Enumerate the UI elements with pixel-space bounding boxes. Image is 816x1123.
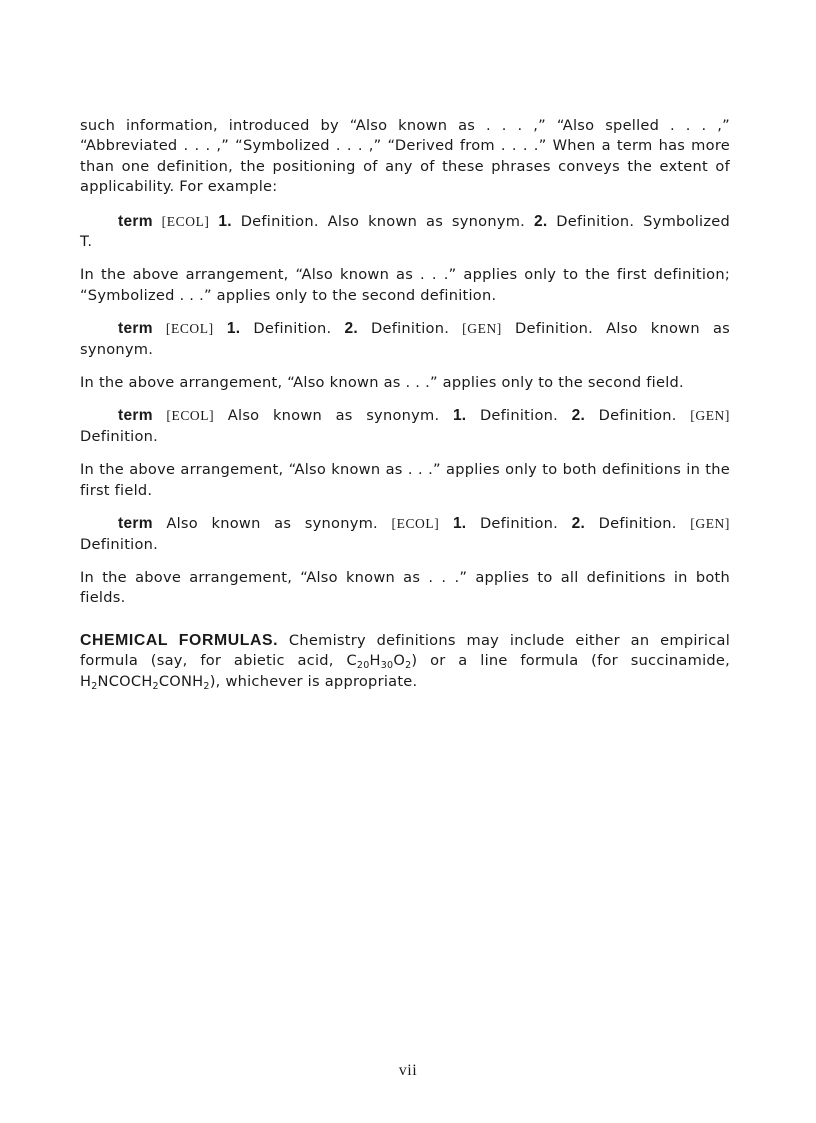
definition-text: Definition.	[466, 407, 572, 425]
definition-number: 1.	[452, 407, 467, 425]
element-symbol: O	[393, 652, 406, 670]
definition-text: Also known as synonym.	[152, 515, 392, 533]
subscript: 2	[405, 660, 412, 672]
entry-term: term	[118, 320, 153, 338]
example-entry-1	[80, 212, 730, 253]
definition-text: Definition. Symbolized T.	[80, 212, 731, 251]
definition-number: 2.	[571, 407, 586, 425]
definition-text: Definition.	[585, 515, 691, 533]
definition-text: Definition.	[80, 535, 159, 553]
chem-text: ), whichever is appropriate.	[209, 672, 418, 690]
subscript: 30	[380, 660, 394, 672]
definition-number: 1.	[452, 515, 467, 533]
formula-part: NCOCH	[97, 672, 153, 690]
definition-text: Definition.	[585, 407, 691, 425]
definition-text: Definition. Also known as synonym.	[231, 212, 534, 230]
chemical-formulas-paragraph	[80, 631, 730, 692]
field-label: [ECOL]	[165, 321, 214, 337]
subscript: 20	[356, 660, 370, 672]
intro-paragraph: such information, introduced by “Also known as . . . ,” “Also spelled . . . ,” “Abbreviated . . . ,” “Symbolized . . . ,” “Derived from . . . .” When a term has more than one definition, the positioning of any of these phrases conveys the extent of applicability. For example:	[80, 117, 730, 196]
section-heading: CHEMICAL FORMULAS.	[80, 631, 279, 649]
subscript: 2	[91, 680, 98, 692]
definition-text: Definition.	[357, 320, 463, 338]
example-entry-4	[80, 514, 730, 555]
chem-text: Chemistry definitions may include either an empirical formula (say, for abietic acid,	[80, 631, 730, 670]
definition-number: 2.	[344, 320, 358, 338]
explanation-paragraph-2: In the above arrangement, “Also known as . . .” applies only to the second field.	[80, 374, 684, 392]
element-symbol: H	[369, 652, 381, 670]
page-number: vii	[398, 1062, 418, 1079]
formula-part: CONH	[158, 672, 204, 690]
line-formula	[80, 673, 210, 690]
definition-text: Definition.	[240, 320, 345, 338]
field-label: [ECOL]	[166, 408, 215, 424]
field-label: [ECOL]	[161, 213, 210, 229]
explanation-paragraph-3: In the above arrangement, “Also known as . . .” applies only to both definitions in the first field.	[80, 461, 730, 499]
entry-term: term	[118, 515, 153, 533]
chem-text: ) or a line formula (for succinamide,	[411, 652, 731, 670]
empirical-formula	[346, 652, 412, 672]
definition-text: Definition.	[466, 515, 572, 533]
definition-number: 2.	[533, 212, 548, 230]
page-body	[80, 116, 730, 692]
example-entry-3	[80, 406, 730, 447]
entry-term: term	[118, 407, 153, 425]
definition-number: 1.	[226, 320, 241, 338]
field-label: [ECOL]	[391, 516, 440, 532]
subscript: 2	[203, 680, 210, 692]
field-label: [GEN]	[690, 516, 730, 532]
definition-number: 1.	[218, 212, 232, 230]
definition-text: Also known as synonym.	[214, 407, 453, 425]
explanation-paragraph-1: In the above arrangement, “Also known as . . .” applies only to the first definition; “Symbolized . . .” applies only to the second definition.	[80, 266, 730, 304]
field-label: [GEN]	[690, 408, 730, 424]
field-label: [GEN]	[462, 321, 502, 337]
definition-text: Definition. Also known as synonym.	[80, 320, 731, 358]
definition-text: Definition.	[80, 427, 159, 445]
definition-number: 2.	[571, 515, 586, 533]
formula-part: H	[80, 672, 92, 690]
element-symbol: C	[346, 652, 357, 670]
example-entry-2	[80, 319, 730, 360]
subscript: 2	[152, 680, 159, 692]
explanation-paragraph-4: In the above arrangement, “Also known as . . .” applies to all definitions in both fields.	[80, 568, 730, 607]
entry-term: term	[118, 212, 153, 230]
